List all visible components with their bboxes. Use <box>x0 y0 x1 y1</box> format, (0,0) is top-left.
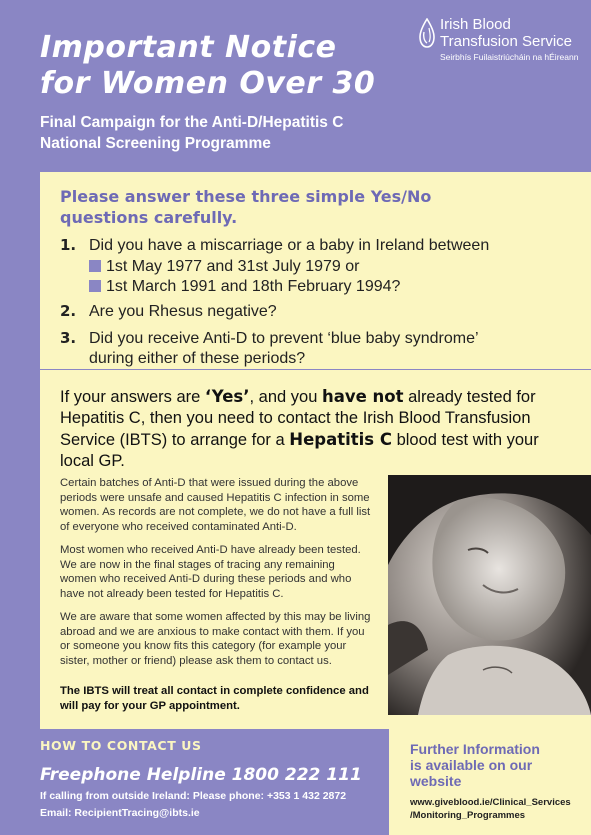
blood-drop-icon <box>418 18 436 48</box>
period-1-text: 1st May 1977 and 31st July 1979 or <box>106 258 360 275</box>
answer-text-4: blood test with your local GP. <box>60 431 539 470</box>
questions-intro <box>60 186 490 228</box>
subtitle-line-2: National Screening Programme <box>40 135 271 152</box>
bullet-square-icon <box>89 280 101 292</box>
further-line-2: is available on our <box>410 757 533 773</box>
questions-intro-line-1: Please answer these three simple Yes/No <box>60 187 432 206</box>
logo-name-line-2: Transfusion Service <box>440 33 572 50</box>
section-divider <box>40 369 591 370</box>
title-line-2: for Women Over 30 <box>40 66 376 101</box>
ibts-logo <box>418 16 583 66</box>
website-url-line-1[interactable]: www.giveblood.ie/Clinical_Services <box>410 797 571 808</box>
body-paragraph-4: The IBTS will treat all contact in complete confidence and will pay for your GP appointment. <box>60 685 369 712</box>
answer-text-2: , and you <box>249 388 322 406</box>
period-2-text: 1st March 1991 and 18th February 1994? <box>106 278 401 295</box>
website-link[interactable] <box>410 797 590 822</box>
contact-section <box>0 729 389 835</box>
page-title <box>40 30 375 102</box>
period-item <box>89 277 400 297</box>
further-info-heading <box>410 741 570 789</box>
page-subtitle <box>40 112 400 154</box>
question-3-line-1: Did you receive Anti-D to prevent ‘blue baby syndrome’ <box>89 330 479 347</box>
answer-text-3: already tested for Hepatitis C, then you need to contact the Irish Blood Transfusion Service (IBTS) to arrange for a <box>60 388 536 449</box>
bullet-square-icon <box>89 260 101 272</box>
question-1-number: 1. <box>60 236 77 254</box>
title-line-1: Important Notice <box>40 30 337 65</box>
logo-irish-name: Seirbhís Fuilaistriúcháin na hÉireann <box>440 52 579 62</box>
logo-name <box>440 16 572 50</box>
answer-have-not: have not <box>321 387 404 406</box>
main-panel <box>40 172 591 729</box>
mother-baby-photo <box>388 475 591 715</box>
period-item <box>89 257 360 277</box>
answer-yes: ‘Yes’ <box>204 387 250 406</box>
logo-name-line-1: Irish Blood <box>440 16 511 33</box>
further-info-section <box>389 729 591 835</box>
questions-intro-line-2: questions carefully. <box>60 208 238 227</box>
question-3-line-2: during either of these periods? <box>89 350 306 367</box>
question-1-text: Did you have a miscarriage or a baby in Ireland between <box>89 237 490 254</box>
contact-email[interactable]: Email: RecipientTracing@ibts.ie <box>40 807 200 819</box>
question-2-text: Are you Rhesus negative? <box>89 303 277 320</box>
body-paragraph-1: Certain batches of Anti-D that were issued during the above periods were unsafe and caused Hepatitis C infection in some women. As records are not complete, we do not have a full list of everyone who received contaminated Anti-D. <box>60 477 371 533</box>
helpline-number[interactable]: Freephone Helpline 1800 222 111 <box>40 765 362 785</box>
body-paragraph-3: We are aware that some women affected by this may be living abroad and we are anxious to make contact with them. If you or someone you know fits this category (for example your sister, mother or friend) please ask them to contact us. <box>60 611 371 667</box>
subtitle-line-1: Final Campaign for the Anti-D/Hepatitis C <box>40 114 344 131</box>
international-phone: If calling from outside Ireland: Please phone: +353 1 432 2872 <box>40 790 347 802</box>
website-url-line-2[interactable]: /Monitoring_Programmes <box>410 809 526 821</box>
question-3-text <box>89 329 559 369</box>
further-line-1: Further Information <box>410 741 540 757</box>
answer-text-1: If your answers are <box>60 388 205 406</box>
answer-hepatitis-c: Hepatitis C <box>289 430 392 449</box>
body-paragraph-2: Most women who received Anti-D have already been tested. We are now in the final stages of tracing any remaining women who received Anti-D during these periods and who have not already been tested for Hepatitis C. <box>60 544 361 600</box>
further-line-3: website <box>410 773 462 789</box>
contact-heading: HOW TO CONTACT US <box>40 738 202 753</box>
header-banner <box>0 0 591 172</box>
answer-paragraph <box>60 386 560 472</box>
question-2-number: 2. <box>60 302 77 320</box>
question-3-number: 3. <box>60 329 77 347</box>
